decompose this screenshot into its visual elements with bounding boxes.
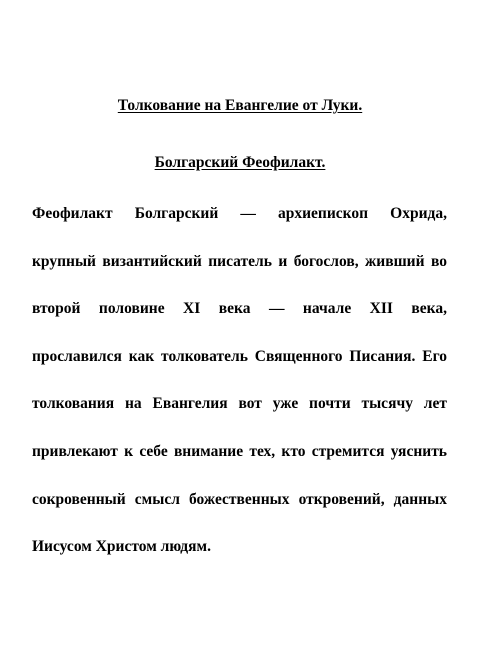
document-author: Болгарский Феофилакт. [154,154,326,171]
paragraph-line: привлекают к себе внимание тех, кто стремится уяснить [32,442,447,460]
paragraph-line: прославился как толкователь Священного Писания. Его [32,347,447,365]
paragraph-line: Иисусом Христом людям. [32,538,211,556]
document-title: Толкование на Евангелие от Луки. [117,97,363,114]
paragraph-line: толкования на Евангелия вот уже почти тысячу лет [32,395,447,413]
paragraph-line: второй половине XI века — начале XII века, [32,300,447,318]
paragraph-line: Феофилакт Болгарский — архиепископ Охрида, [32,205,447,222]
paragraph-line: сокровенный смысл божественных откровений, данных [32,490,447,508]
paragraph-line: крупный византийский писатель и богослов, живший во [32,252,447,270]
body-paragraph [32,204,447,585]
